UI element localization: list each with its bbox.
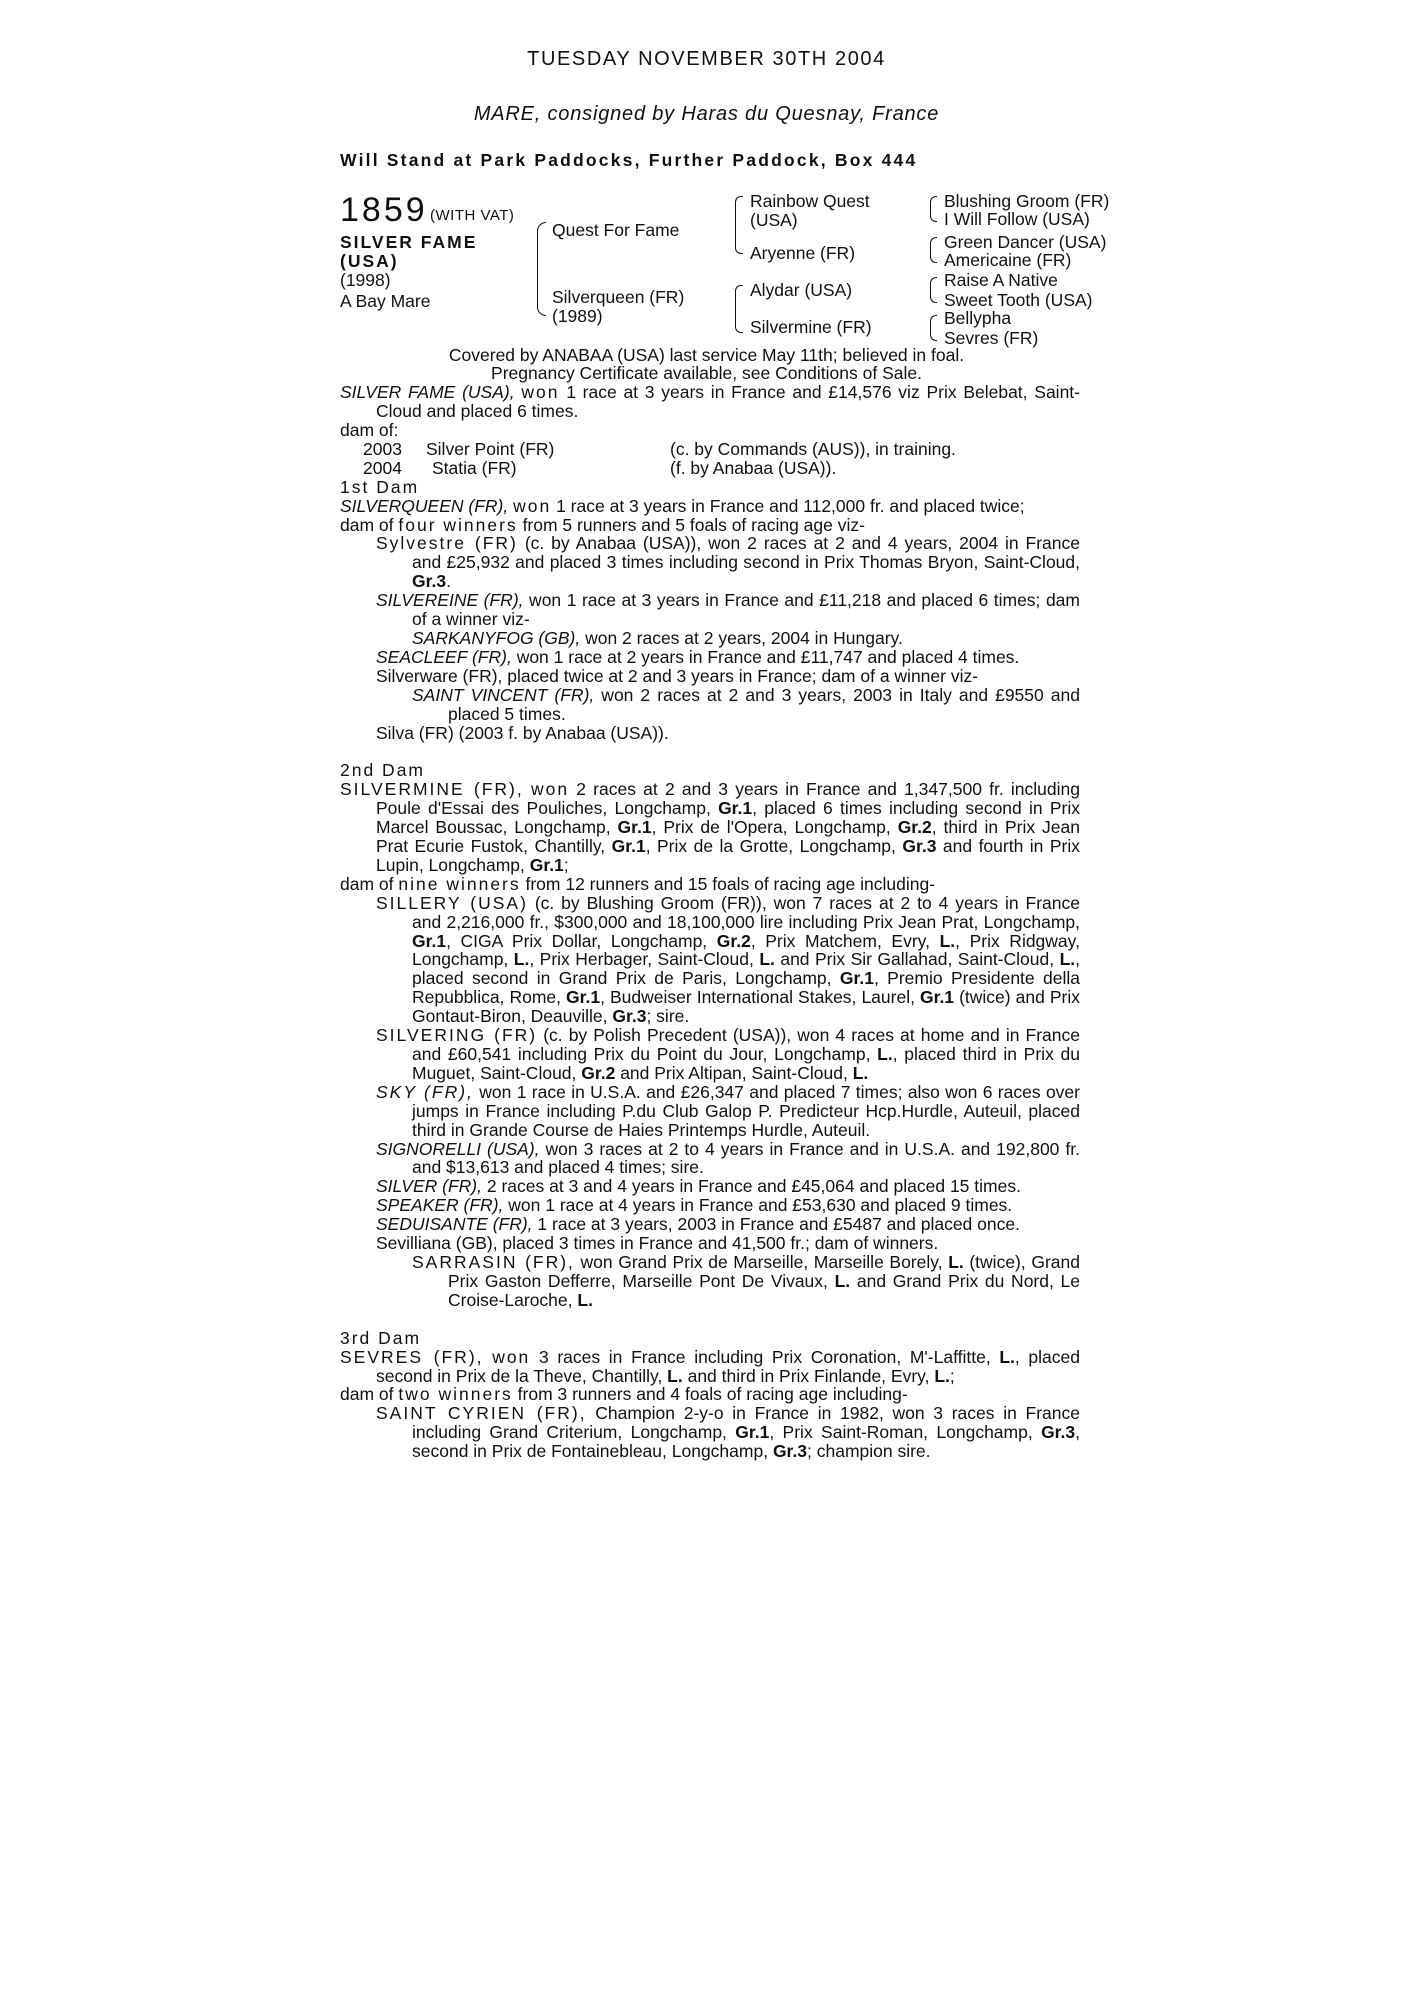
- dam-of-label: dam of:: [340, 419, 399, 440]
- winners-count: two winners: [398, 1384, 513, 1405]
- third-dam-heading: 3rd Dam: [340, 1327, 422, 1348]
- pedigree-brace-sire: [735, 196, 743, 254]
- pedigree-dds: Bellypha: [944, 308, 1012, 328]
- first-dam-name: SILVERQUEEN (FR),: [340, 495, 509, 516]
- pedigree-ddd: Sevres (FR): [944, 328, 1039, 348]
- pedigree-sire-sire: Rainbow Quest: [750, 191, 870, 211]
- won-word: won: [530, 779, 570, 800]
- progeny-entry: Silverware (FR), placed twice at 2 and 3 years in France; dam of a winner viz-: [376, 665, 979, 686]
- lot-number: 1859: [340, 191, 428, 229]
- pedigree-ssd: I Will Follow (USA): [944, 209, 1090, 229]
- grade-label: Gr.1: [617, 817, 652, 838]
- grade-label: Gr.2: [897, 817, 932, 838]
- horse-description: A Bay Mare: [340, 291, 431, 311]
- progeny-name: SARKANYFOG (GB),: [412, 627, 581, 648]
- pedigree-brace-dd: [930, 315, 937, 341]
- horse-record: [340, 383, 1080, 421]
- vat-note: (WITH VAT): [430, 207, 515, 224]
- won-word: won: [513, 495, 552, 516]
- pregnancy-line: Pregnancy Certificate available, see Conditions of Sale.: [491, 363, 922, 383]
- won-word: won: [492, 1346, 531, 1367]
- progeny-name: SEDUISANTE (FR),: [376, 1214, 533, 1235]
- second-dam-produce-summary: dam of nine winners from 12 runners and 15 foals of racing age including-: [340, 873, 936, 894]
- progeny-entry: SILVER (FR), 2 races at 3 and 4 years in France and £45,064 and placed 15 times.: [376, 1176, 1021, 1197]
- second-dam-name: SILVERMINE (FR),: [340, 779, 524, 800]
- progeny-name: SILVER (FR),: [376, 1176, 482, 1197]
- consigner-line: MARE, consigned by Haras du Quesnay, France: [473, 103, 940, 125]
- covered-line: Covered by ANABAA (USA) last service May 11th; believed in foal.: [448, 345, 965, 365]
- progeny-text: (c. by Anabaa (USA)), won 2 races at 2 and 4 years, 2004 in France and £25,932 and placed 3 times including second in Prix Thomas Bryon, Saint-Cloud,: [412, 533, 1080, 573]
- pedigree-dsd: Sweet Tooth (USA): [944, 290, 1093, 310]
- horse-record-name: SILVER FAME (USA),: [340, 382, 515, 402]
- progeny-entry: SILLERY (USA) (c. by Blushing Groom (FR)), won 7 races at 2 to 4 years in France and 2,216,000 fr., $300,000 and 18,100,000 lire including Prix Jean Prat, Longchamp, Gr.1, CIGA Prix Dollar, Longchamp, Gr.2, Prix Matchem, Evry, L., Prix Ridgway, Longchamp, L., Prix Herbager, Saint-Cloud, L. and Prix Sir Gallahad, Saint-Cloud, L., placed second in Grand Prix de Paris, Longchamp, Gr.1, Premio Presidente della Repubblica, Rome, Gr.1, Budweiser International Stakes, Laurel, Gr.1 (twice) and Prix Gontaut-Biron, Deauville, Gr.3; sire.: [376, 892, 1080, 1027]
- horse-year: (1998): [340, 270, 391, 290]
- catalogue-body: [340, 383, 1080, 1461]
- horse-name: SILVER FAME: [340, 232, 478, 252]
- progeny-entry: [340, 591, 1080, 629]
- pedigree-sire-sire-country: (USA): [750, 210, 798, 230]
- third-dam-record: SEVRES (FR), won 3 races in France including Prix Coronation, M'-Laffitte, L., placed second in Prix de la Theve, Chantilly, L. and third in Prix Finlande, Evry, L.;: [340, 1346, 1080, 1386]
- pedigree-dss: Raise A Native: [944, 270, 1058, 290]
- won-word: won: [521, 382, 560, 402]
- pedigree-sire: Quest For Fame: [552, 220, 680, 240]
- grand-progeny-entry: [340, 686, 1080, 724]
- sale-date: TUESDAY NOVEMBER 30TH 2004: [527, 48, 886, 70]
- produce-name: Silver Point (FR): [426, 438, 555, 459]
- winners-count: nine winners: [398, 873, 521, 894]
- progeny-entry: [340, 648, 1080, 667]
- progeny-name: SAINT CYRIEN (FR),: [376, 1403, 587, 1424]
- progeny-entry: Sevilliana (GB), placed 3 times in France and 41,500 fr.; dam of winners.: [376, 1233, 939, 1254]
- produce-list: [340, 440, 1080, 478]
- pedigree-brace-dam: [735, 285, 743, 333]
- produce-year: 2003: [363, 438, 402, 459]
- progeny-name: SAINT VINCENT (FR),: [412, 684, 595, 705]
- first-dam-produce-summary: [340, 516, 1080, 535]
- progeny-entry: SILVERING (FR) (c. by Polish Precedent (USA)), won 4 races at home and in France and £60,541 including Prix du Point du Jour, Longchamp, L., placed third in Prix du Muguet, Saint-Cloud, Gr.2 and Prix Altipan, Saint-Cloud, L.: [376, 1025, 1080, 1083]
- produce-note: (f. by Anabaa (USA)).: [670, 457, 837, 478]
- produce-name: Statia (FR): [432, 457, 517, 478]
- progeny-text: .: [446, 571, 451, 592]
- third-dam-name: SEVRES (FR),: [340, 1346, 484, 1367]
- first-dam-record: [340, 497, 1080, 516]
- pedigree-sds: Green Dancer (USA): [944, 232, 1107, 252]
- pedigree-brace-ds: [930, 277, 937, 303]
- progeny-name: SPEAKER (FR),: [376, 1195, 504, 1216]
- grand-progeny-entry: SARRASIN (FR), won Grand Prix de Marseille, Marseille Borely, L. (twice), Grand Prix Gaston Defferre, Marseille Pont De Vivaux, L. and Grand Prix du Nord, Le Croise-Laroche, L.: [412, 1251, 1080, 1310]
- progeny-name: SILVEREINE (FR),: [376, 590, 524, 611]
- progeny-entry: [340, 534, 1080, 591]
- progeny-entry: SAINT CYRIEN (FR), Champion 2-y-o in France in 1982, won 3 races in France including Grand Criterium, Longchamp, Gr.1, Prix Saint-Roman, Longchamp, Gr.3, second in Prix de Fontainebleau, Longchamp, Gr.3; champion sire.: [376, 1403, 1080, 1462]
- horse-country: (USA): [340, 251, 399, 271]
- second-dam-heading: 2nd Dam: [340, 760, 426, 781]
- pedigree-sdd: Americaine (FR): [944, 250, 1072, 270]
- horse-record-text: 1 race at 3 years in France and £14,576 viz Prix Belebat, Saint-Cloud and placed 6 times.: [376, 382, 1080, 421]
- pedigree-sire-dam: Aryenne (FR): [750, 243, 856, 263]
- progeny-text: won 2 races at 2 years, 2004 in Hungary.: [580, 627, 903, 648]
- grade-label: Gr.3: [412, 571, 447, 592]
- produce-year: 2004: [363, 457, 402, 478]
- first-dam-text: 1 race at 3 years in France and 112,000 fr. and placed twice;: [551, 495, 1025, 516]
- progeny-entry: SPEAKER (FR), won 1 race at 4 years in France and £53,630 and placed 9 times.: [376, 1195, 1013, 1216]
- second-dam-record: SILVERMINE (FR), won 2 races at 2 and 3 years in France and 1,347,500 fr. including Poule d'Essai des Pouliches, Longchamp, Gr.1, placed 6 times including second in Prix Marcel Boussac, Longchamp, Gr.1, Prix de l'Opera, Longchamp, Gr.2, third in Prix Jean Prat Ecurie Fustok, Chantilly, Gr.1, Prix de la Grotte, Longchamp, Gr.3 and fourth in Prix Lupin, Longchamp, Gr.1;: [340, 779, 1081, 875]
- third-dam-produce-summary: dam of two winners from 3 runners and 4 foals of racing age including-: [340, 1384, 908, 1405]
- progeny-text: won 2 races at 2 and 3 years, 2003 in Italy and £9550 and placed 5 times.: [448, 684, 1080, 724]
- grade-label: Gr.1: [718, 798, 753, 819]
- progeny-text: won 1 race at 3 years in France and £11,218 and placed 6 times; dam of a winner viz-: [412, 590, 1080, 630]
- grade-label: Gr.1: [611, 836, 646, 857]
- grade-label: Gr.3: [902, 836, 937, 857]
- pedigree-dam: Silverqueen (FR): [552, 287, 685, 307]
- pedigree-brace-main: [537, 222, 546, 316]
- progeny-entry: Silva (FR) (2003 f. by Anabaa (USA)).: [376, 722, 669, 743]
- pedigree-dam-year: (1989): [552, 306, 603, 326]
- progeny-name: SKY (FR),: [376, 1081, 474, 1102]
- progeny-name: SIGNORELLI (USA),: [376, 1138, 540, 1159]
- progeny-name: SILVERING (FR): [376, 1025, 538, 1046]
- progeny-entry: SKY (FR), won 1 race in U.S.A. and £26,347 and placed 7 times; also won 6 races over jumps in France including P.du Club Galop P. Predicteur Hcp.Hurdle, Auteuil, placed third in Grande Course de Haies Printemps Hurdle, Auteuil.: [376, 1081, 1080, 1140]
- produce-note: (c. by Commands (AUS)), in training.: [670, 438, 956, 459]
- progeny-entry: SIGNORELLI (USA), won 3 races at 2 to 4 years in France and in U.S.A. and 192,800 fr. and $13,613 and placed 4 times; sire.: [376, 1138, 1080, 1178]
- dam-of-prefix: dam of: [340, 514, 399, 535]
- progeny-name: Sylvestre (FR): [376, 533, 518, 554]
- progeny-name: SARRASIN (FR),: [412, 1251, 575, 1272]
- stabling-location: Will Stand at Park Paddocks, Further Paddock, Box 444: [340, 150, 918, 170]
- pedigree-brace-ss: [930, 196, 937, 222]
- grand-progeny-entry: [340, 629, 1080, 648]
- winners-count: four winners: [398, 514, 518, 535]
- progeny-text: won 1 race at 2 years in France and £11,747 and placed 4 times.: [511, 646, 1020, 667]
- first-dam-heading: 1st Dam: [340, 476, 420, 497]
- progeny-entry: SEDUISANTE (FR), 1 race at 3 years, 2003 in France and £5487 and placed once.: [376, 1214, 1020, 1235]
- progeny-name: SEACLEEF (FR),: [376, 646, 512, 667]
- dam-of-suffix: from 5 runners and 5 foals of racing age viz-: [517, 514, 865, 535]
- grade-label: Gr.1: [529, 854, 564, 875]
- pedigree-sss: Blushing Groom (FR): [944, 191, 1110, 211]
- pedigree-dam-sire: Alydar (USA): [750, 280, 853, 300]
- progeny-name: SILLERY (USA): [376, 892, 528, 913]
- pedigree-brace-sd: [930, 237, 937, 263]
- pedigree-dam-dam: Silvermine (FR): [750, 317, 872, 337]
